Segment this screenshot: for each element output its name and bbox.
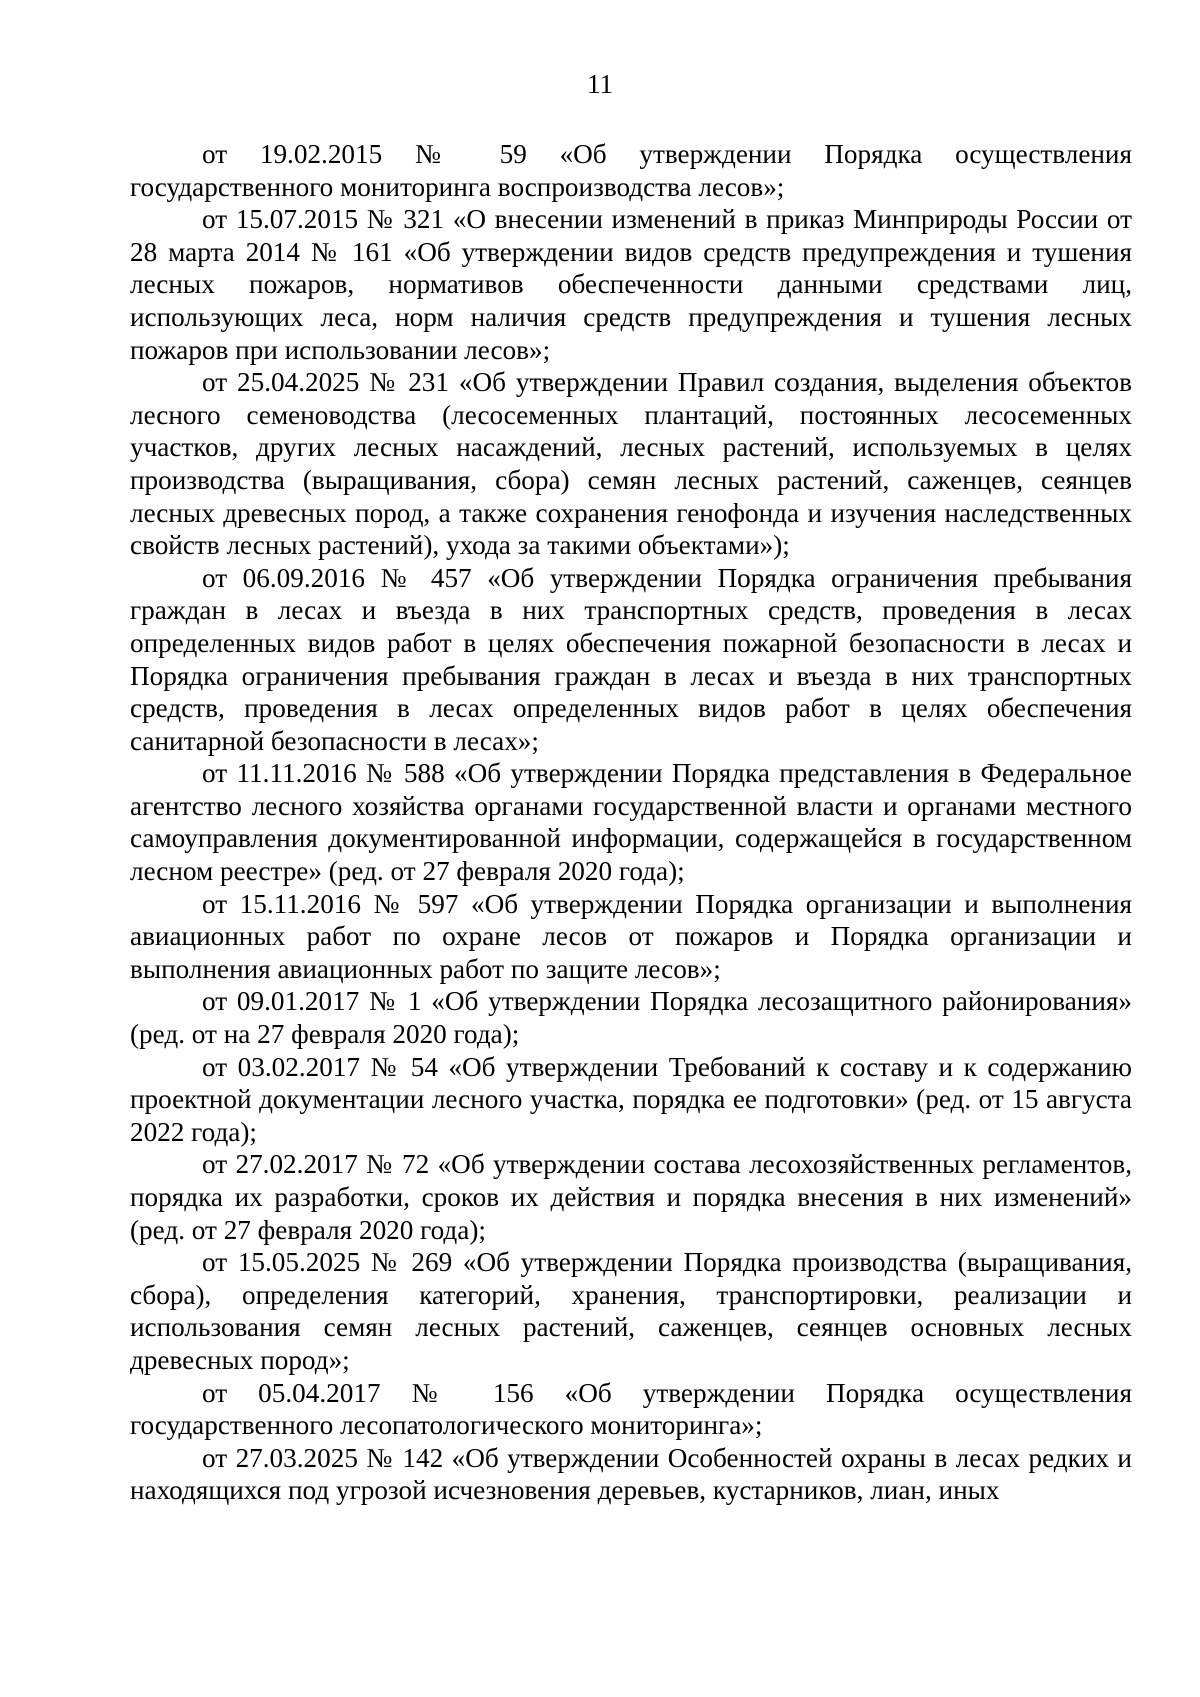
paragraph-order-54: от 03.02.2017 № 54 «Об утверждении Требований к составу и к содержанию проектной документации лесного участка, порядка ее подготовки» (ред. от 15 августа 2022 года);	[130, 1051, 1132, 1147]
paragraph-order-588: от 11.11.2016 № 588 «Об утверждении Порядка представления в Федеральное агентство лесного хозяйства органами государственной власти и органами местного самоуправления документированной информации, содержащейся в государственном лесном реестре» (ред. от 27 февраля 2020 года);	[130, 758, 1132, 887]
paragraph-order-321: от 15.07.2015 № 321 «О внесении изменений в приказ Минприроды России от 28 марта 2014 № 161 «Об утверждении видов средств предупреждения и тушения лесных пожаров, нормативов обеспеченности данными средствами лиц, использующих леса, норм наличия средств предупреждения и тушения лесных пожаров при использовании лесов»;	[130, 204, 1132, 365]
paragraph-order-59: от 19.02.2015 № 59 «Об утверждении Порядка осуществления государственного мониторинга воспроизводства лесов»;	[130, 139, 1132, 202]
paragraph-order-231: от 25.04.2025 № 231 «Об утверждении Правил создания, выделения объектов лесного семеноводства (лесосеменных плантаций, постоянных лесосеменных участков, других лесных насаждений, лесных растений, используемых в целях производства (выращивания, сбора) семян лесных растений, саженцев, сеянцев лесных древесных пород, а также сохранения генофонда и изучения наследственных свойств лесных растений), ухода за такими объектами»);	[130, 367, 1132, 561]
page-number: 11	[587, 69, 613, 99]
paragraph-order-72: от 27.02.2017 № 72 «Об утверждении состава лесохозяйственных регламентов, порядка их разработки, сроков их действия и порядка внесения в них изменений» (ред. от 27 февраля 2020 года);	[130, 1149, 1132, 1245]
document-body	[130, 138, 1132, 1507]
paragraph-order-156: от 05.04.2017 № 156 «Об утверждении Порядка осуществления государственного лесопатологического мониторинга»;	[130, 1377, 1132, 1441]
paragraph-order-269: от 15.05.2025 № 269 «Об утверждении Порядка производства (выращивания, сбора), определения категорий, хранения, транспортировки, реализации и использования семян лесных растений, саженцев, сеянцев основных лесных древесных пород»;	[130, 1247, 1132, 1375]
paragraph-order-1: от 09.01.2017 № 1 «Об утверждении Порядка лесозащитного районирования» (ред. от на 27 февраля 2020 года);	[130, 986, 1132, 1050]
paragraph-order-597: от 15.11.2016 № 597 «Об утверждении Порядка организации и выполнения авиационных работ по охране лесов от пожаров и Порядка организации и выполнения авиационных работ по защите лесов»;	[130, 888, 1132, 984]
paragraph-order-142: от 27.03.2025 № 142 «Об утверждении Особенностей охраны в лесах редких и находящихся под угрозой исчезновения деревьев, кустарников, лиан, иных	[130, 1442, 1132, 1506]
paragraph-order-457: от 06.09.2016 № 457 «Об утверждении Порядка ограничения пребывания граждан в лесах и въезда в них транспортных средств, проведения в лесах определенных видов работ в целях обеспечения пожарной безопасности в лесах и Порядка ограничения пребывания граждан в лесах и въезда в них транспортных средств, проведения в лесах определенных видов работ в целях обеспечения санитарной безопасности в лесах»;	[130, 562, 1132, 756]
